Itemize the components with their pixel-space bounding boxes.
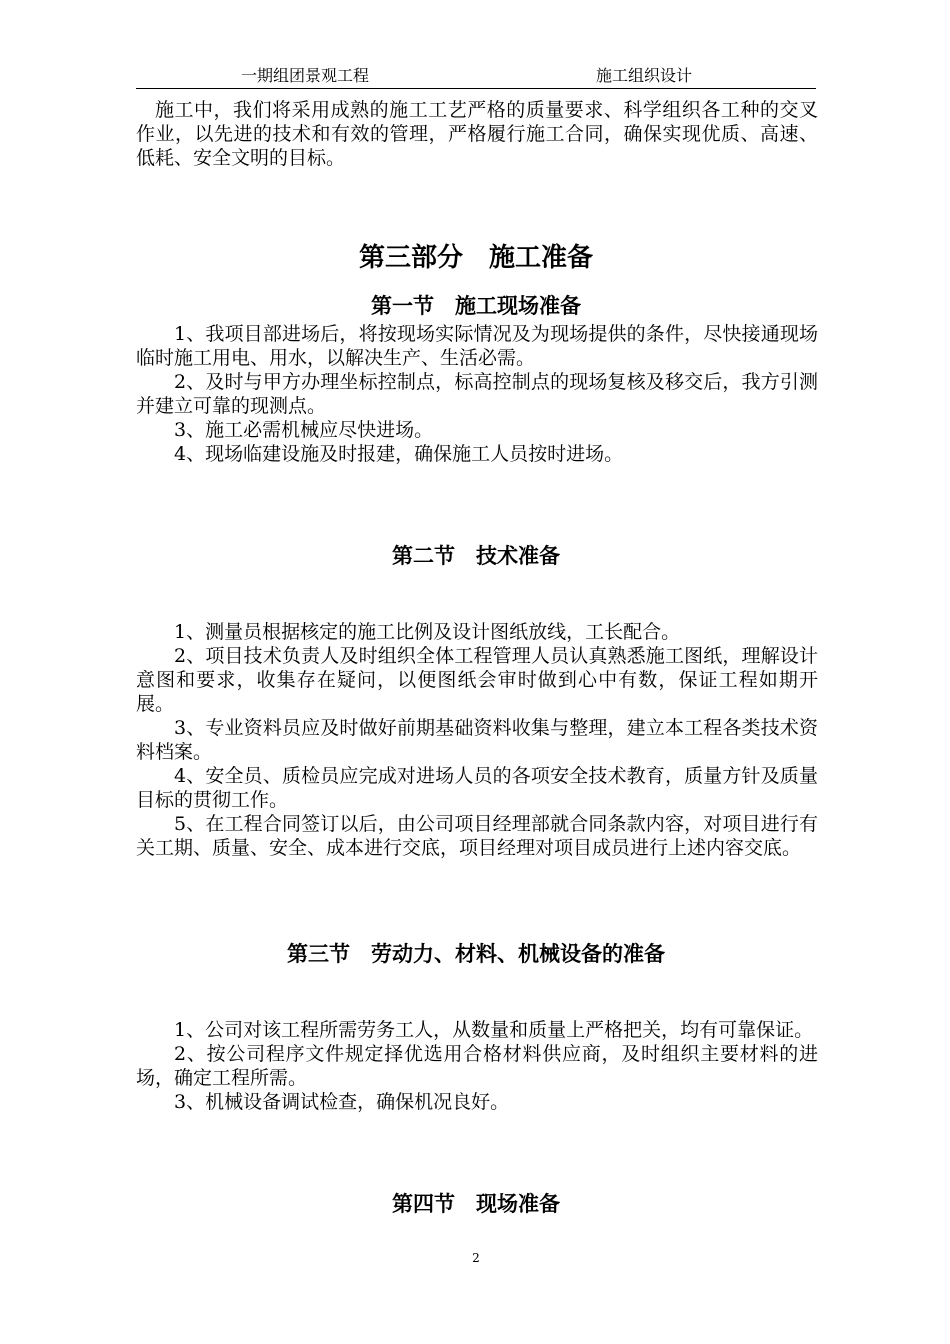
section-title-1: 第一节 施工现场准备 <box>371 293 581 318</box>
intro-paragraph: 施工中，我们将采用成熟的施工工艺严格的质量要求、科学组织各工种的交叉作业，以先进的技术和有效的管理，严格履行施工合同，确保实现优质、高速、低耗、安全文明的目标。 <box>136 99 818 169</box>
section-1-item-4: 4、现场临建设施及时报建，确保施工人员按时进场。 <box>174 443 624 465</box>
header-project-name: 一期组团景观工程 <box>241 66 370 85</box>
header-document-type: 施工组织设计 <box>596 66 693 85</box>
section-2-item-4: 4、安全员、质检员应完成对进场人员的各项安全技术教育，质量方针及质量目标的贯彻工作。 <box>136 765 818 811</box>
section-1-item-1: 1、我项目部进场后，将按现场实际情况及为现场提供的条件，尽快接通现场临时施工用电、用水，以解决生产、生活必需。 <box>136 323 818 369</box>
section-3-item-2: 2、按公司程序文件规定择优选用合格材料供应商，及时组织主要材料的进场，确定工程所需。 <box>136 1043 818 1089</box>
section-3-item-3: 3、机械设备调试检查，确保机况良好。 <box>174 1091 510 1113</box>
section-2-item-5: 5、在工程合同签订以后，由公司项目经理部就合同条款内容，对项目进行有关工期、质量、安全、成本进行交底，项目经理对项目成员进行上述内容交底。 <box>136 813 818 859</box>
section-title-4: 第四节 现场准备 <box>392 1191 560 1216</box>
section-3-item-1: 1、公司对该工程所需劳务工人，从数量和质量上严格把关，均有可靠保证。 <box>174 1019 814 1041</box>
section-2-item-1: 1、测量员根据核定的施工比例及设计图纸放线，工长配合。 <box>174 621 681 643</box>
section-1-item-3: 3、施工必需机械应尽快进场。 <box>174 419 434 441</box>
section-1-item-2: 2、及时与甲方办理坐标控制点，标高控制点的现场复核及移交后，我方引测并建立可靠的现测点。 <box>136 371 818 417</box>
section-title-2: 第二节 技术准备 <box>392 543 560 568</box>
part-title: 第三部分 施工准备 <box>358 243 593 273</box>
section-1-body <box>136 322 818 466</box>
section-2-item-3: 3、专业资料员应及时做好前期基础资料收集与整理，建立本工程各类技术资料档案。 <box>136 717 818 763</box>
section-2-body <box>136 620 818 860</box>
page-number: 2 <box>472 1251 480 1265</box>
intro-block <box>136 98 818 170</box>
page-header <box>136 64 816 89</box>
section-title-3: 第三节 劳动力、材料、机械设备的准备 <box>287 941 665 966</box>
section-3-body <box>136 1018 818 1114</box>
section-2-item-2: 2、项目技术负责人及时组织全体工程管理人员认真熟悉施工图纸，理解设计意图和要求，收集存在疑问，以便图纸会审时做到心中有数，保证工程如期开展。 <box>136 645 818 715</box>
